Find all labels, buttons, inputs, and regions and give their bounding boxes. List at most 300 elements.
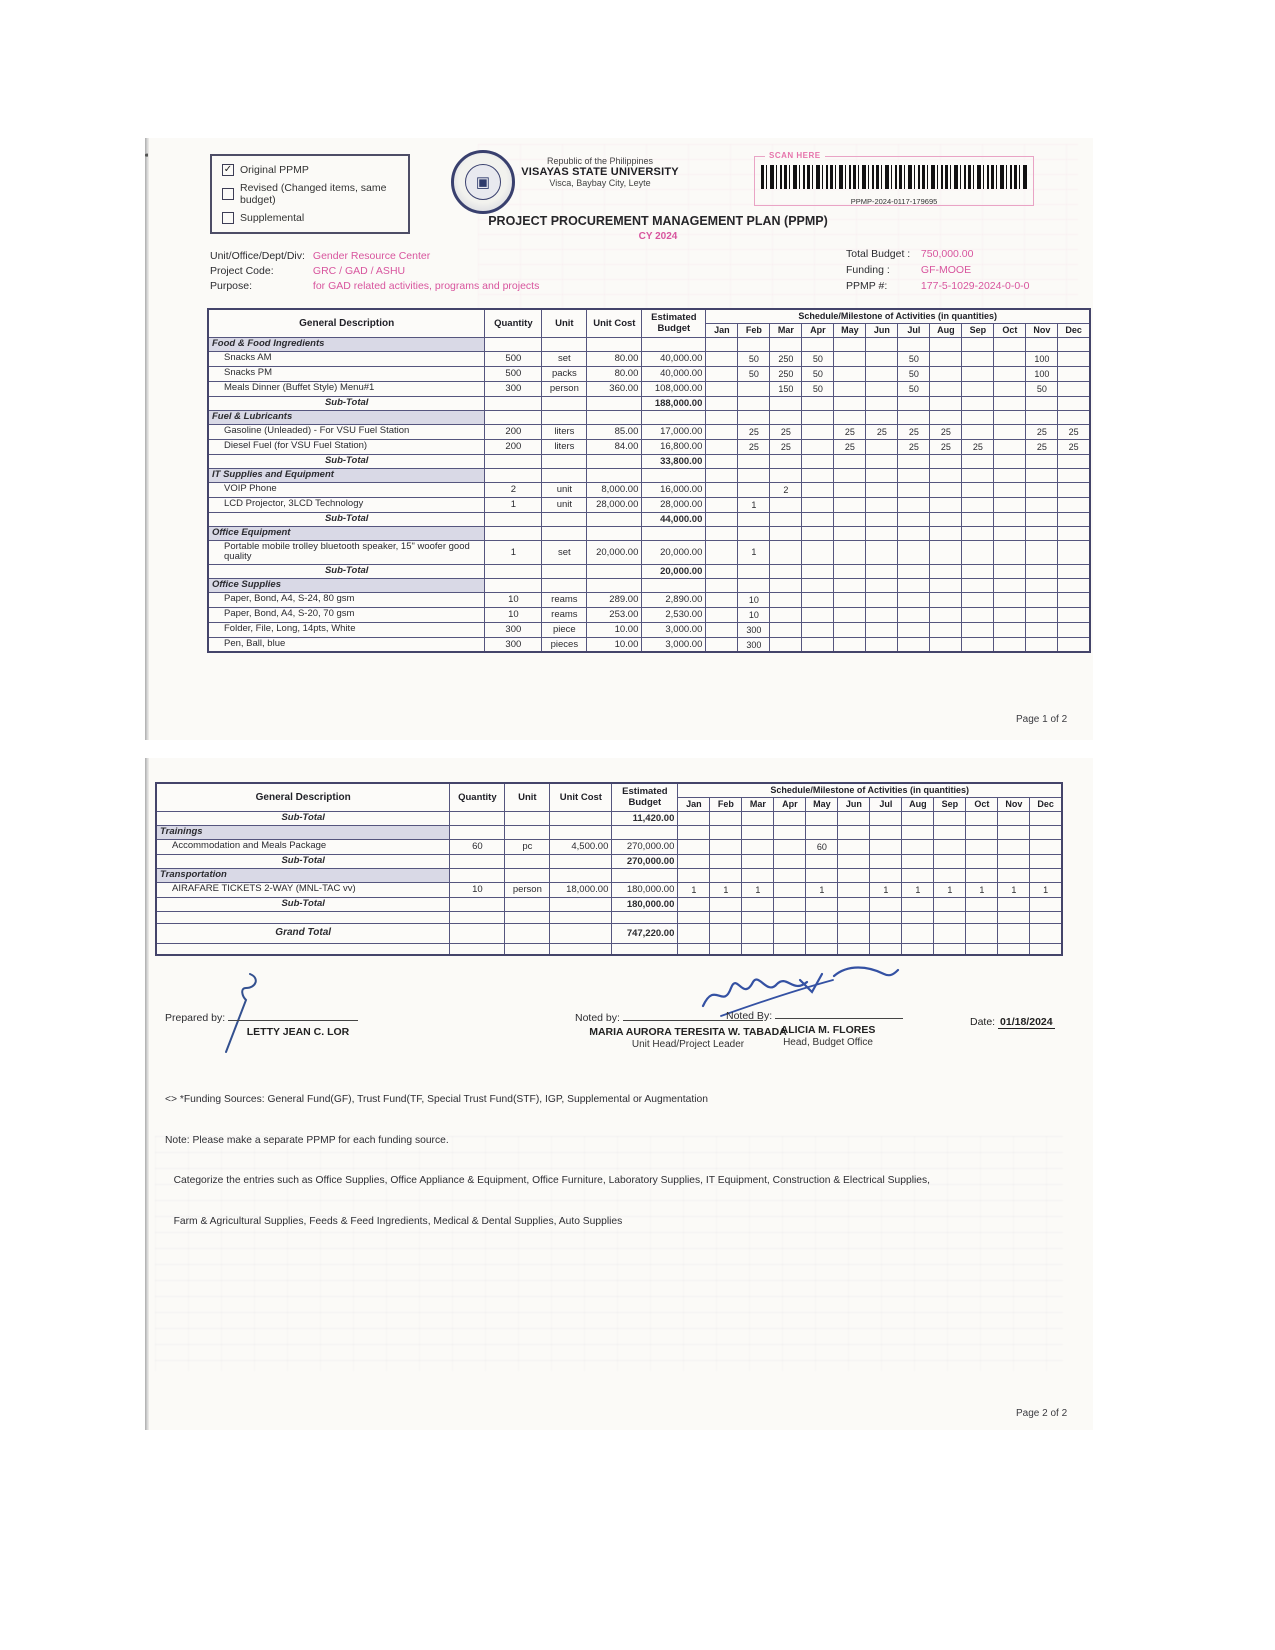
cell-unit-cost [587,337,642,351]
cell-estimated-budget: 3,000.00 [642,637,706,652]
field-value: Gender Resource Center [312,250,431,262]
cell-month-feb [710,943,742,955]
cell-month-apr [802,497,834,512]
cell-estimated-budget: 180,000.00 [612,897,678,911]
noted-by-2-label: Noted By: [726,1010,773,1022]
cell-month-oct [994,366,1026,381]
section-row [208,410,1090,424]
column-header-qty: Quantity [450,783,505,811]
noted-by-1-label: Noted by: [575,1012,620,1024]
cell-month-jun [866,622,898,637]
document-page-1 [148,138,1093,740]
cell-month-aug [902,825,934,839]
cell-month-sep [934,811,966,825]
cell-unit-cost: 10.00 [587,622,642,637]
cell-month-dec: 1 [1030,882,1062,897]
cell-month-sep: 1 [934,882,966,897]
cell-description: Fuel & Lubricants [208,410,485,424]
cell-estimated-budget: 40,000.00 [642,351,706,366]
cell-month-nov [1026,512,1058,526]
cell-month-jan [678,923,710,943]
cell-month-oct [994,337,1026,351]
cell-month-aug: 1 [902,882,934,897]
cell-month-may [834,351,866,366]
cell-unit-cost [587,468,642,482]
cell-month-jan [678,911,710,923]
cell-month-nov: 25 [1026,424,1058,439]
cell-month-nov [998,943,1030,955]
cell-month-sep [962,622,994,637]
cell-month-mar [770,497,802,512]
cell-month-may [806,868,838,882]
cell-month-dec [1058,512,1090,526]
cell-month-jul [898,592,930,607]
cell-month-mar [742,923,774,943]
field-label: Unit/Office/Dept/Div: [210,250,305,262]
subtotal-row [208,454,1090,468]
column-header-month: May [834,323,866,337]
cell-month-nov [1026,454,1058,468]
item-row [208,381,1090,396]
cell-month-aug [930,454,962,468]
cell-month-nov [998,825,1030,839]
cell-month-feb [710,839,742,854]
cell-month-jul [870,868,902,882]
cell-month-mar [770,564,802,578]
cell-month-jan [678,897,710,911]
cell-month-sep [962,540,994,564]
cell-month-sep [962,497,994,512]
cell-month-sep [934,825,966,839]
column-header-cost: Unit Cost [550,783,612,811]
cell-month-sep [962,578,994,592]
column-header-month: Oct [994,323,1026,337]
cell-quantity: 200 [485,424,542,439]
cell-month-jun [866,592,898,607]
cell-description: Office Equipment [208,526,485,540]
column-header-qty: Quantity [485,309,542,337]
cell-month-may [806,923,838,943]
cell-month-sep [962,424,994,439]
cell-description: Transportation [156,868,450,882]
cell-unit [542,578,587,592]
cell-month-mar [742,897,774,911]
cell-month-aug [930,637,962,652]
cell-month-apr [774,882,806,897]
cell-estimated-budget: 20,000.00 [642,540,706,564]
item-row [208,540,1090,564]
cell-unit-cost [587,526,642,540]
cell-month-jan [706,468,738,482]
cell-month-feb [738,578,770,592]
cell-unit [505,923,550,943]
cell-unit: reams [542,607,587,622]
cell-month-nov [1026,540,1058,564]
cell-month-sep [962,410,994,424]
cell-month-oct [966,943,998,955]
cell-unit-cost: 80.00 [587,366,642,381]
cell-month-oct [966,911,998,923]
cell-month-oct [994,526,1026,540]
cell-month-feb: 50 [738,351,770,366]
cell-month-dec [1058,468,1090,482]
item-row [208,607,1090,622]
cell-month-aug [902,923,934,943]
noted-by-2-name: ALICIA M. FLORES [780,1024,876,1036]
cell-month-dec [1030,911,1062,923]
footnote-line: Farm & Agricultural Supplies, Feeds & Feed Ingredients, Medical & Dental Supplies, Auto Supplies [165,1215,623,1227]
cell-month-nov [998,811,1030,825]
cell-month-jan [678,868,710,882]
cell-description: Gasoline (Unleaded) - For VSU Fuel Station [208,424,485,439]
cell-month-nov [998,868,1030,882]
cell-month-feb: 1 [738,540,770,564]
cell-month-feb [738,381,770,396]
cell-description: Sub-Total [156,811,450,825]
cell-month-aug [930,366,962,381]
university-name: VISAYAS STATE UNIVERSITY [521,166,679,178]
cell-month-apr [802,637,834,652]
cell-month-aug [930,592,962,607]
cell-month-may [834,454,866,468]
cell-description: Folder, File, Long, 14pts, White [208,622,485,637]
cell-estimated-budget: 33,800.00 [642,454,706,468]
cell-month-may: 25 [834,424,866,439]
empty-row [156,943,1062,955]
cell-month-jul [898,607,930,622]
cell-estimated-budget: 270,000.00 [612,854,678,868]
cell-estimated-budget: 2,890.00 [642,592,706,607]
cell-month-mar [770,454,802,468]
cell-estimated-budget [642,526,706,540]
cell-estimated-budget: 44,000.00 [642,512,706,526]
field-unit-office [210,250,430,262]
cell-estimated-budget: 270,000.00 [612,839,678,854]
cell-month-oct [994,482,1026,497]
signature-noted-by-2 [786,962,906,1006]
cell-unit: set [542,351,587,366]
cell-month-sep [962,337,994,351]
cell-month-aug [902,854,934,868]
scan-here-label: SCAN HERE [765,151,825,160]
cell-month-dec [1030,811,1062,825]
cell-month-apr [802,526,834,540]
cell-month-apr [802,482,834,497]
cell-month-aug [930,512,962,526]
cell-month-may [834,337,866,351]
cell-month-apr [802,454,834,468]
field-total-budget [846,248,973,260]
cell-month-mar [770,578,802,592]
cell-month-feb [738,512,770,526]
cell-description: Paper, Bond, A4, S-20, 70 gsm [208,607,485,622]
cell-month-mar [742,943,774,955]
section-row [208,468,1090,482]
noted-by-1-name: MARIA AURORA TERESITA W. TABADA [589,1026,787,1038]
cell-month-apr [802,540,834,564]
cell-description: Portable mobile trolley bluetooth speaker, 15" woofer good quality [208,540,485,564]
column-header-month: Feb [710,797,742,811]
university-seal-emblem: ▣ [465,164,501,200]
cell-estimated-budget: 20,000.00 [642,564,706,578]
cell-month-dec: 25 [1058,439,1090,454]
cell-month-may [834,482,866,497]
cell-month-aug [930,482,962,497]
cell-month-jun [866,454,898,468]
cell-unit-cost [587,512,642,526]
field-label: Project Code: [210,265,274,277]
section-row [208,578,1090,592]
field-project-code [210,265,405,277]
cell-month-jul [898,468,930,482]
cell-month-oct [994,468,1026,482]
cell-month-jan [706,607,738,622]
cell-month-aug [930,351,962,366]
cell-month-jul [898,454,930,468]
cell-month-may [834,592,866,607]
cell-unit-cost: 18,000.00 [550,882,612,897]
cell-month-jan: 1 [678,882,710,897]
cell-month-may: 60 [806,839,838,854]
cell-month-jul [898,337,930,351]
column-header-month: Jun [866,323,898,337]
cell-month-apr [774,868,806,882]
cell-month-feb [710,854,742,868]
item-row [208,439,1090,454]
cell-month-mar [770,468,802,482]
item-row [156,839,1062,854]
cell-month-mar: 250 [770,351,802,366]
cell-month-jun [866,410,898,424]
column-header-desc: General Description [208,309,485,337]
cell-month-nov [1026,482,1058,497]
cell-month-jul [898,564,930,578]
cell-month-nov: 100 [1026,351,1058,366]
cell-month-sep [934,897,966,911]
cell-month-dec [1058,454,1090,468]
cell-unit [542,396,587,410]
cell-month-oct [994,622,1026,637]
cell-month-jan [706,439,738,454]
cell-month-dec [1058,482,1090,497]
cell-month-may [806,897,838,911]
cell-description: Diesel Fuel (for VSU Fuel Station) [208,439,485,454]
cell-month-mar [770,526,802,540]
cell-quantity [450,825,505,839]
cell-month-sep [962,366,994,381]
cell-month-sep [962,381,994,396]
cell-month-jan [706,410,738,424]
cell-month-mar [742,911,774,923]
cell-quantity [450,923,505,943]
cell-month-jan [678,825,710,839]
cell-month-feb [738,410,770,424]
cell-month-jun [838,897,870,911]
checkbox-original-ppmp [222,164,408,176]
cell-month-may [834,366,866,381]
cell-month-may [834,396,866,410]
cell-month-nov [998,854,1030,868]
cell-unit [505,868,550,882]
cell-month-jul [870,897,902,911]
cell-unit-cost [550,854,612,868]
cell-unit-cost: 253.00 [587,607,642,622]
cell-month-mar [770,637,802,652]
empty-row [156,911,1062,923]
cell-month-dec [1030,943,1062,955]
column-header-month: Aug [902,797,934,811]
cell-quantity: 500 [485,366,542,381]
cell-month-sep [934,839,966,854]
cell-quantity [485,468,542,482]
cell-quantity: 10 [485,592,542,607]
noted-by-2-title: Head, Budget Office [783,1037,873,1048]
column-header-month: Jul [870,797,902,811]
cell-month-jan [706,592,738,607]
field-purpose [210,280,539,292]
prepared-by-label: Prepared by: [165,1012,226,1024]
document-page-2 [148,758,1093,1430]
cell-month-aug [930,526,962,540]
cell-month-aug [930,540,962,564]
cell-month-jun [838,811,870,825]
cell-month-jun [838,943,870,955]
cell-month-aug [930,468,962,482]
cell-month-jul [898,622,930,637]
cell-month-apr [802,424,834,439]
cell-unit: pieces [542,637,587,652]
cell-month-nov [1026,337,1058,351]
cell-unit [542,410,587,424]
column-header-month: Mar [742,797,774,811]
barcode-number: PPMP-2024-0117-179695 [850,197,938,206]
cell-estimated-budget: 17,000.00 [642,424,706,439]
cell-month-jun [866,337,898,351]
cell-month-oct [994,592,1026,607]
cell-month-feb: 10 [738,607,770,622]
cell-estimated-budget [642,468,706,482]
cell-quantity [485,564,542,578]
date-block [970,1016,1055,1028]
cell-month-sep [962,454,994,468]
cell-month-jun [866,564,898,578]
cell-month-apr [774,854,806,868]
cell-month-feb [710,825,742,839]
cell-month-jul [898,410,930,424]
cell-unit [542,468,587,482]
cell-month-nov [1026,564,1058,578]
cell-unit-cost [550,825,612,839]
cell-month-jun [866,497,898,512]
cell-month-may: 1 [806,882,838,897]
barcode-icon [761,165,1027,189]
cell-month-oct: 1 [966,882,998,897]
subtotal-row [156,811,1062,825]
cell-quantity: 300 [485,637,542,652]
cell-month-jan [706,578,738,592]
cell-month-jun [838,911,870,923]
cell-month-feb: 50 [738,366,770,381]
cell-month-aug [930,337,962,351]
cell-month-nov [1026,592,1058,607]
cell-estimated-budget: 2,530.00 [642,607,706,622]
cell-month-feb [738,337,770,351]
cell-unit-cost [550,897,612,911]
cell-month-apr [802,622,834,637]
cell-month-may [806,811,838,825]
cell-quantity: 200 [485,439,542,454]
cell-month-jun [866,468,898,482]
cell-month-sep [962,396,994,410]
column-header-month: Jan [678,797,710,811]
cell-description: Office Supplies [208,578,485,592]
cell-month-mar [770,396,802,410]
cell-description: Food & Food Ingredients [208,337,485,351]
cell-month-feb: 25 [738,439,770,454]
cell-month-jul: 25 [898,439,930,454]
cell-month-jan [706,381,738,396]
cell-estimated-budget: 11,420.00 [612,811,678,825]
cell-unit: pc [505,839,550,854]
cell-month-may [834,622,866,637]
cell-month-aug [930,564,962,578]
cell-quantity [450,811,505,825]
cell-month-apr [802,512,834,526]
cell-month-jan [706,482,738,497]
footnotes [165,1066,930,1255]
cell-month-sep [934,911,966,923]
cell-month-jan [706,526,738,540]
column-header-cost: Unit Cost [587,309,642,337]
cell-unit: packs [542,366,587,381]
cell-quantity [450,868,505,882]
schedule-milestone-header: Schedule/Milestone of Activities (in quantities) [706,309,1090,323]
cell-month-nov [1026,497,1058,512]
field-value: 750,000.00 [920,248,974,260]
cell-month-sep [962,592,994,607]
cell-month-jan [706,637,738,652]
cell-unit: unit [542,497,587,512]
cell-month-jul: 50 [898,366,930,381]
cell-month-apr [802,337,834,351]
item-row [208,351,1090,366]
cell-month-jun [866,512,898,526]
cell-month-apr [774,923,806,943]
cell-quantity [485,454,542,468]
cell-month-feb [710,897,742,911]
cell-month-apr [802,607,834,622]
cell-month-feb [710,868,742,882]
cell-month-mar [742,854,774,868]
cell-unit-cost: 360.00 [587,381,642,396]
cell-month-jun [866,351,898,366]
page-number: Page 2 of 2 [1016,1408,1068,1419]
cell-month-mar: 25 [770,439,802,454]
cell-month-apr: 50 [802,351,834,366]
cell-month-apr [774,911,806,923]
cell-month-jan [706,366,738,381]
cell-month-jun [866,637,898,652]
section-row [208,526,1090,540]
cell-month-mar [770,540,802,564]
cell-month-mar: 150 [770,381,802,396]
cell-unit: piece [542,622,587,637]
cell-month-feb: 25 [738,424,770,439]
field-label: Purpose: [210,280,253,292]
cell-month-jan [678,943,710,955]
cell-month-jan [706,424,738,439]
cell-month-apr: 50 [802,366,834,381]
